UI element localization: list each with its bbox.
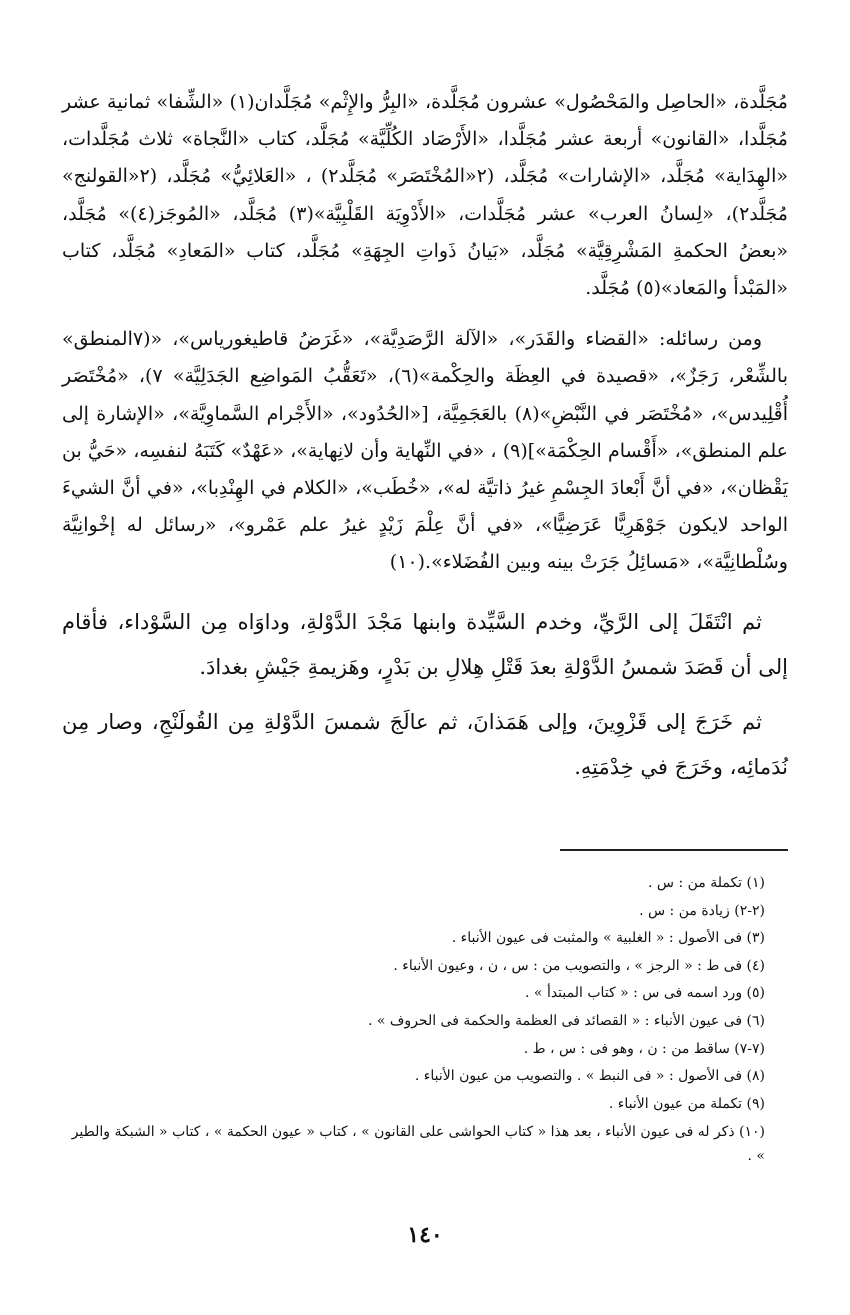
footnote-6: (٦) فى عيون الأنباء : « القصائد فى العظمة والحكمة فى الحروف » .	[368, 1012, 765, 1029]
footnote-10: (١٠) ذكر له فى عيون الأنباء ، بعد هذا « كتاب الحواشى على القانون » ، كتاب « عيون الحكمة » ، كتاب « الشبكة والطير » .	[71, 1124, 765, 1165]
footnote-separator	[560, 849, 788, 851]
footnote-1: (١) تكملة من : س .	[648, 875, 765, 891]
footnote-7: (٧-٧) ساقط من : ن ، وهو فى : س ، ط .	[523, 1040, 765, 1057]
footnotes-list	[62, 870, 765, 1168]
page-number: ١٤٠	[407, 1222, 443, 1248]
footnote-3: (٣) فى الأصول : « الغلبية » والمثبت فى عيون الأنباء .	[451, 930, 765, 947]
body-paragraph-rayy: ثم انْتَقَلَ إلى الرَّيِّ، وخدم السَّيِّدة وابنها مَجْدَ الدَّوْلةِ، وداوَاه مِن السَّوْداء، فأقام إلى أن قَصَدَ شمسُ الدَّوْلةِ بعدَ قَتْلِ هِلالِ بن بَدْرٍ، وهَزيمةِ جَيْشِ بغدادَ.	[62, 609, 788, 679]
footnote-8: (٨) فى الأصول : « فى النبط » . والتصويب من عيون الأنباء .	[414, 1068, 765, 1085]
footnote-4: (٤) فى ط : « الرجز » ، والتصويب من : س ، ن ، وعيون الأنباء .	[393, 957, 765, 974]
body-paragraph-qazwin: ثم خَرَجَ إلى قَزْوِينَ، وإلى هَمَذانَ، ثم عالَجَ شمسَ الدَّوْلةِ مِن القُولَنْجِ، وصار مِن نُدَمائِه، وخَرَجَ في خِدْمَتِهِ.	[62, 709, 788, 779]
footnote-9: (٩) تكملة من عيون الأنباء .	[608, 1095, 765, 1112]
main-text	[62, 84, 788, 790]
footnote-5: (٥) ورد اسمه فى س : « كتاب المبتدأ » .	[525, 985, 765, 1002]
body-paragraph-treatises: ومن رسائله: «القضاء والقَدَر»، «الآلة الرَّصَدِيَّة»، «غَرَضُ قاطيغورياس»، «(٧المنطق» بالشِّعْر، رَجَزٌ»، «قصيدة في العِظَة والحِكْمة»(٦)، «تَعَقُّبُ المَواضِع الجَدَلِيَّة» ٧)، «مُخْتَصَر أُقْلِيدس»، «مُخْتَصَر في النَّبْضِ»(٨) بالعَجَمِيَّة، [«الحُدُود»، «الأَجْرام السَّماوِيَّة»، «الإشارة إلى علم المنطق»، «أَقْسام الحِكْمَة»](٩) ، «في النِّهاية وأن لانِهاية»، «عَهْدٌ» كَتَبَهُ لنفسِه، «حَيُّ بن يَقْظان»، «في أنَّ أَبْعادَ الجِسْمِ غيرُ ذاتيَّة له»، «خُطَب»، «الكلام في الهِنْدِبا»، «في أنَّ الشيءَ الواحد لايكون جَوْهَرِيًّا عَرَضِيًّا»، «في أنَّ عِلْمَ زَيْدٍ غيرُ علم عَمْرو»، «رسائل له إخْوانِيَّة وسُلْطانِيَّة»، «مَسائِلُ جَرَتْ بينه وبين الفُضَلاء».(١٠)	[62, 328, 788, 574]
body-paragraph-works-list: مُجَلَّدة، «الحاصِل والمَحْصُول» عشرون مُجَلَّدة، «البِرُّ والإِثْم» مُجَلَّدان(١) «الشِّفا» ثمانية عشر مُجَلَّدا، «القانون» أربعة عشر مُجَلَّدا، «الأَرْصَاد الكُلِّيَّة» مُجَلَّد، كتاب «النَّجاة» ثلاث مُجَلَّدات، «الهِدَاية» مُجَلَّد، «الإشارات» مُجَلَّد، (٢«المُخْتَصَر» مُجَلَّد٢) ، «العَلائِيُّ» مُجَلَّد، (٢«القولنج» مُجَلَّد٢)، «لِسانُ العرب» عشر مُجَلَّدات، «الأَدْوِيَة القَلْبِيَّة»(٣) مُجَلَّد، «المُوجَز(٤)» مُجَلَّد، «بعضُ الحكمةِ المَشْرِقِيَّة» مُجَلَّد، «بَيانُ ذَواتِ الجِهَةِ» مُجَلَّد، كتاب «المَعادِ» مُجَلَّد، كتاب «المَبْدأ والمَعاد»(٥) مُجَلَّد.	[62, 91, 788, 300]
footnote-2: (٢-٢) زيادة من : س .	[639, 902, 765, 919]
